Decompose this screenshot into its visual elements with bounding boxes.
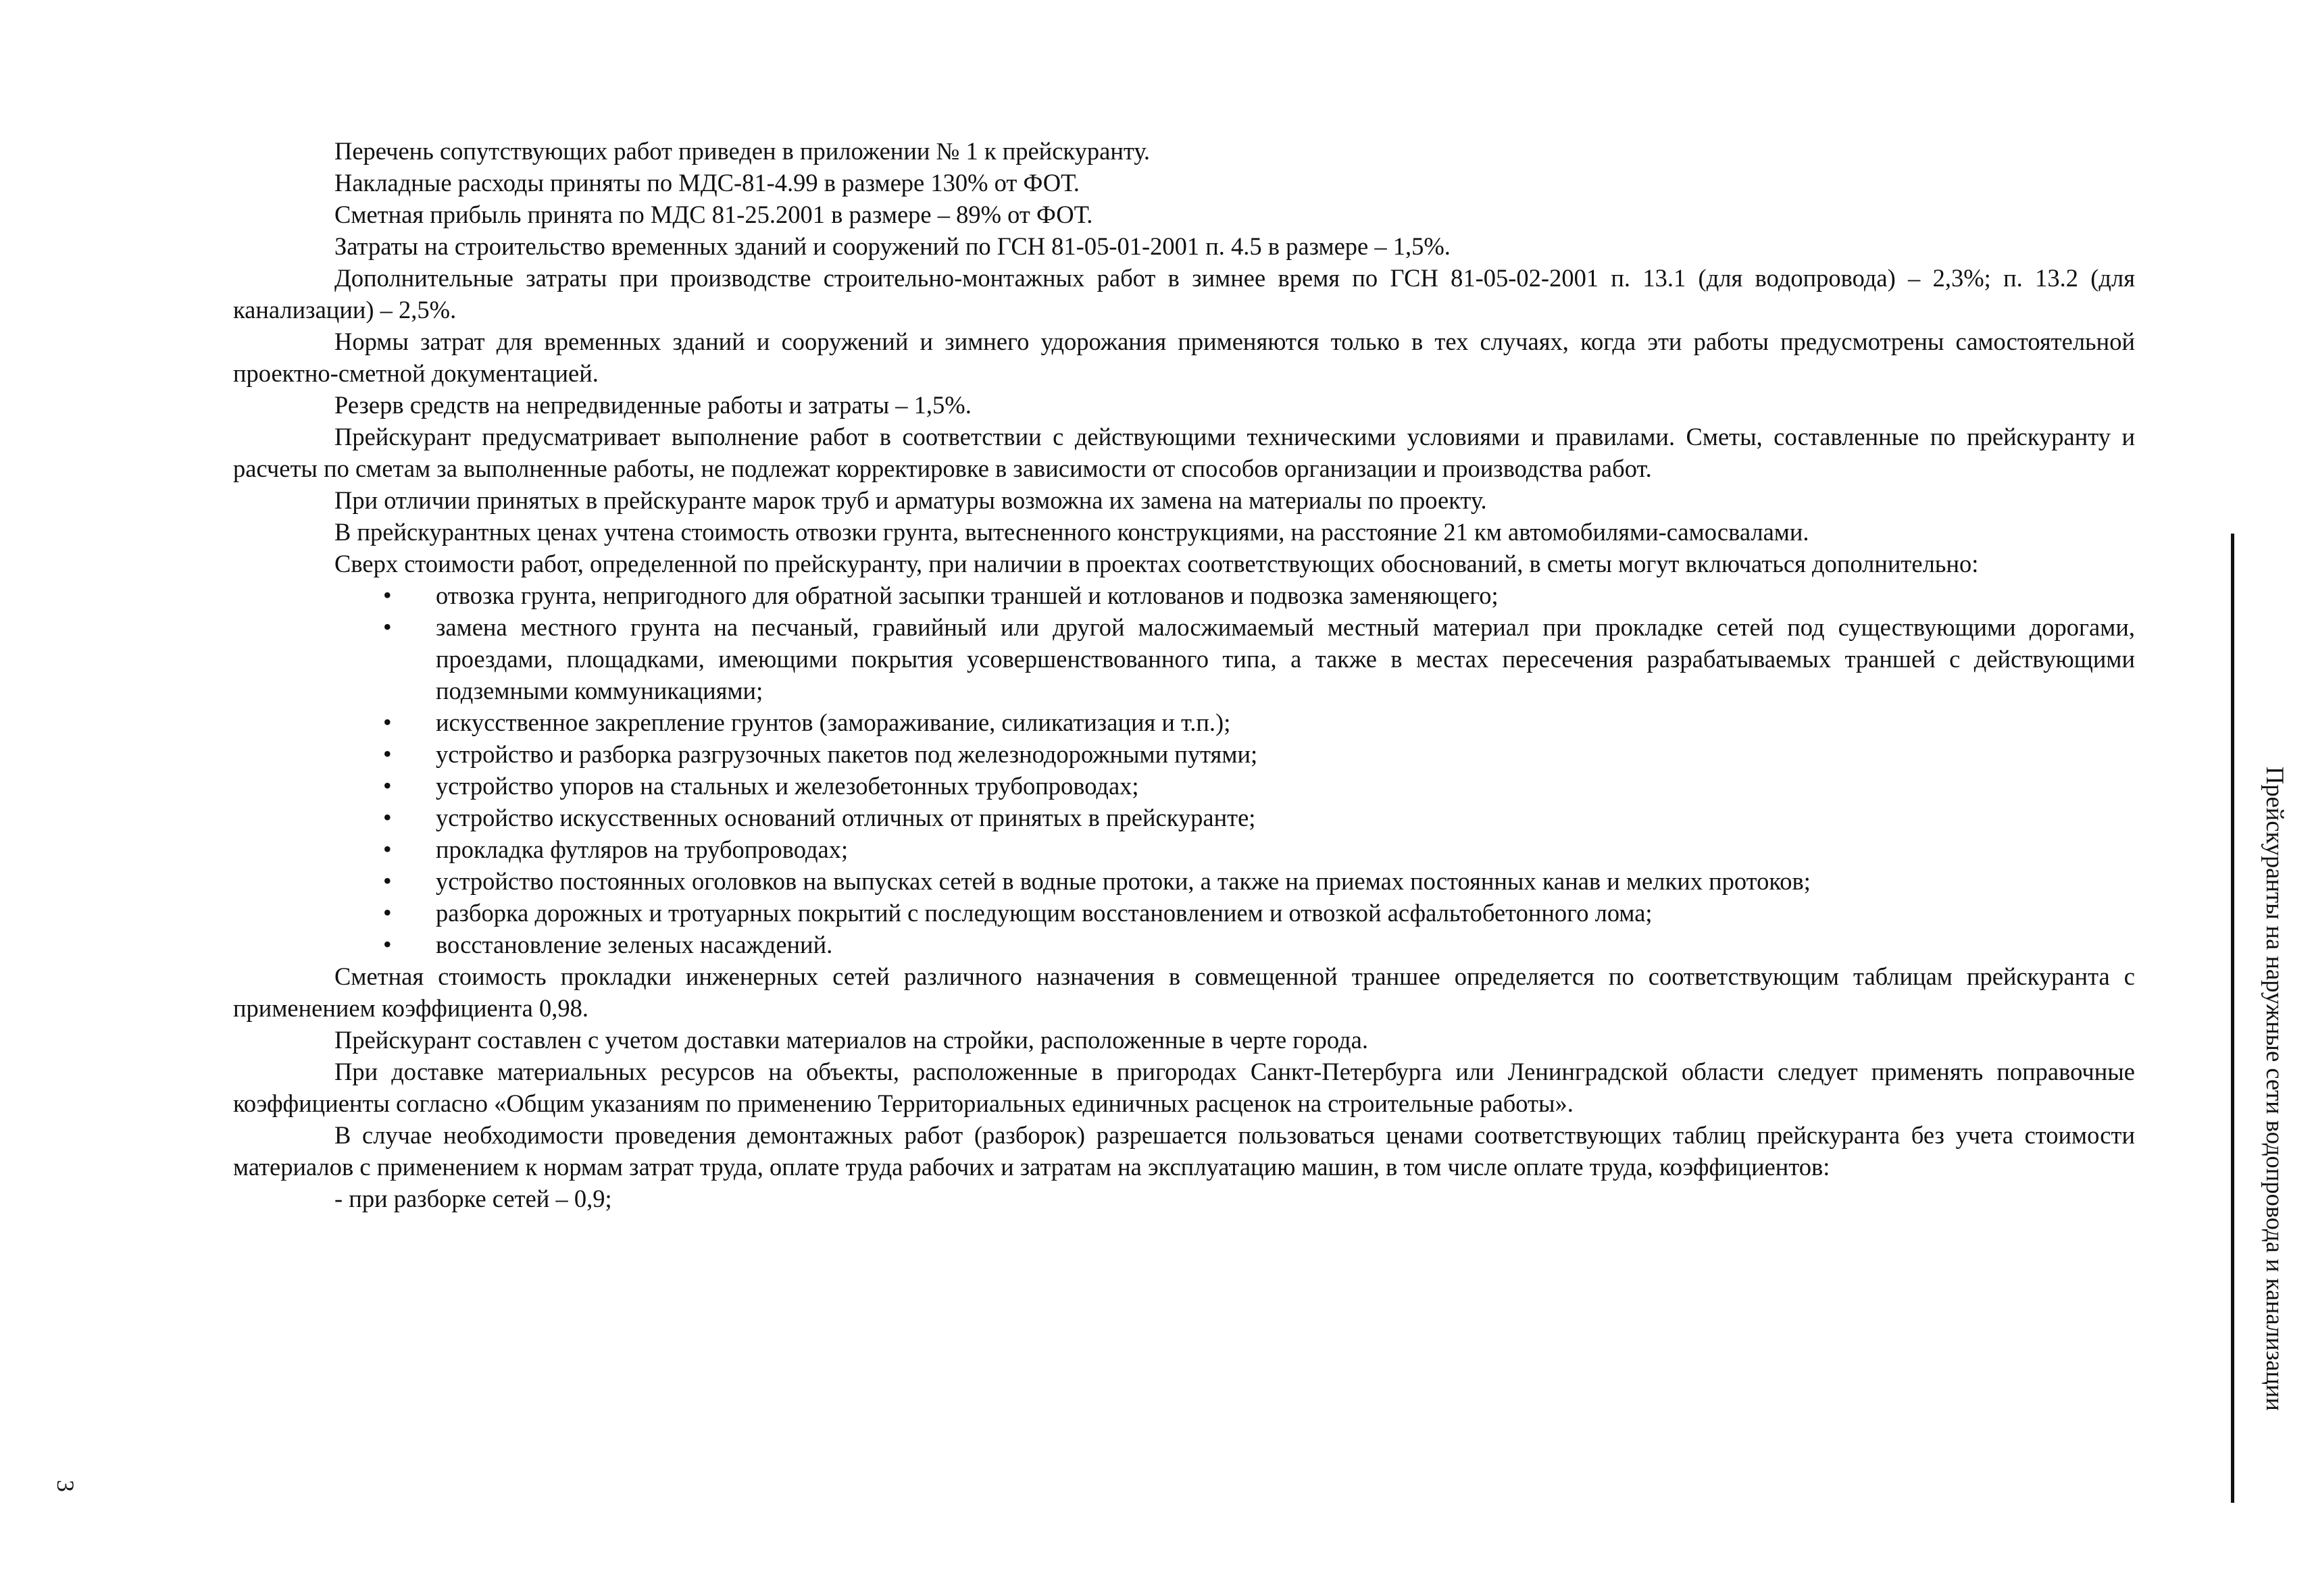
paragraph: - при разборке сетей – 0,9; bbox=[334, 1185, 612, 1212]
paragraph: Сметная прибыль принята по МДС 81-25.2001 в размере – 89% от ФОТ. bbox=[334, 201, 1093, 228]
list-item-text: разборка дорожных и тротуарных покрытий с последующим восстановлением и отвозкой асфальтобетонного лома; bbox=[436, 899, 1653, 927]
additional-works-list bbox=[233, 580, 2135, 960]
list-item-text: искусственное закрепление грунтов (замораживание, силикатизация и т.п.); bbox=[436, 709, 1231, 736]
running-title: Прейскуранты на наружные сети водопровода и канализации bbox=[2261, 767, 2289, 1411]
paragraph: Накладные расходы приняты по МДС-81-4.99 в размере 130% от ФОТ. bbox=[334, 169, 1080, 197]
paragraph: Сверх стоимости работ, определенной по прейскуранту, при наличии в проектах соответствующих обоснований, в сметы могут включаться дополнительно: bbox=[334, 550, 1979, 577]
paragraph: Перечень сопутствующих работ приведен в приложении № 1 к прейскуранту. bbox=[334, 137, 1151, 165]
list-item bbox=[383, 738, 2135, 770]
paragraph: Прейскурант предусматривает выполнение работ в соответствии с действующими техническими условиями и правилами. Сметы, составленные по прейскуранту и расчеты по сметам за выполненные работы, не подлежат корректировке в зависимости от способов организации и производства работ. bbox=[233, 423, 2135, 482]
bullet-icon: • bbox=[383, 804, 392, 831]
bullet-icon: • bbox=[383, 835, 392, 863]
list-item bbox=[383, 833, 2135, 865]
bullet-icon: • bbox=[383, 709, 392, 736]
list-item-text: устройство упоров на стальных и железобетонных трубопроводах; bbox=[436, 772, 1139, 800]
page-number: 3 bbox=[52, 1480, 79, 1492]
list-item bbox=[383, 706, 2135, 738]
list-item-text: отвозка грунта, непригодного для обратной засыпки траншей и котлованов и подвозка заменяющего; bbox=[436, 582, 1499, 609]
document-body bbox=[233, 135, 2135, 1214]
bullet-icon: • bbox=[383, 582, 392, 609]
bullet-icon: • bbox=[383, 899, 392, 926]
paragraph: Дополнительные затраты при производстве строительно-монтажных работ в зимнее время по ГСН 81-05-02-2001 п. 13.1 (для водопровода) – 2,3%; п. 13.2 (для канализации) – 2,5%. bbox=[233, 264, 2135, 324]
paragraph: Затраты на строительство временных зданий и сооружений по ГСН 81-05-01-2001 п. 4.5 в размере – 1,5%. bbox=[334, 232, 1451, 260]
list-item bbox=[383, 611, 2135, 706]
list-item bbox=[383, 802, 2135, 833]
paragraph: Прейскурант составлен с учетом доставки материалов на стройки, расположенные в черте города. bbox=[334, 1026, 1368, 1054]
list-item-text: устройство искусственных оснований отличных от принятых в прейскуранте; bbox=[436, 804, 1256, 831]
bullet-icon: • bbox=[383, 613, 392, 640]
paragraph: Резерв средств на непредвиденные работы и затраты – 1,5%. bbox=[334, 391, 972, 419]
list-item bbox=[383, 929, 2135, 960]
paragraph: Нормы затрат для временных зданий и сооружений и зимнего удорожания применяются только в тех случаях, когда эти работы предусмотрены самостоятельной проектно-сметной документацией. bbox=[233, 328, 2135, 387]
list-item bbox=[383, 770, 2135, 802]
margin-rule bbox=[2231, 534, 2234, 1503]
bullet-icon: • bbox=[383, 867, 392, 894]
paragraph: В случае необходимости проведения демонтажных работ (разборок) разрешается пользоваться ценами соответствующих таблиц прейскуранта без учета стоимости материалов с применением к нормам затрат труда, оплате труда рабочих и затратам на эксплуатацию машин, в том числе оплате труда, коэффициентов: bbox=[233, 1121, 2135, 1181]
list-item-text: восстановление зеленых насаждений. bbox=[436, 931, 833, 958]
list-item-text: замена местного грунта на песчаный, гравийный или другой малосжимаемый местный материал при прокладке сетей под существующими дорогами, проездами, площадками, имеющими покрытия усовершенствованного типа, а также в местах пересечения разрабатываемых траншей с действующими подземными коммуникациями; bbox=[436, 613, 2135, 704]
paragraph: В прейскурантных ценах учтена стоимость отвозки грунта, вытесненного конструкциями, на расстояние 21 км автомобилями-самосвалами. bbox=[334, 518, 1809, 546]
list-item-text: прокладка футляров на трубопроводах; bbox=[436, 835, 849, 863]
paragraph: При доставке материальных ресурсов на объекты, расположенные в пригородах Санкт-Петербурга или Ленинградской области следует применять поправочные коэффициенты согласно «Общим указаниям по применению Территориальных единичных расценок на строительные работы». bbox=[233, 1058, 2135, 1117]
paragraph: Сметная стоимость прокладки инженерных сетей различного назначения в совмещенной траншее определяется по соответствующим таблицам прейскуранта с применением коэффициента 0,98. bbox=[233, 962, 2135, 1022]
bullet-icon: • bbox=[383, 740, 392, 767]
bullet-icon: • bbox=[383, 931, 392, 958]
list-item-text: устройство постоянных оголовков на выпусках сетей в водные протоки, а также на приемах постоянных канав и мелких протоков; bbox=[436, 867, 1811, 895]
list-item-text: устройство и разборка разгрузочных пакетов под железнодорожными путями; bbox=[436, 740, 1258, 768]
paragraph: При отличии принятых в прейскуранте марок труб и арматуры возможна их замена на материалы по проекту. bbox=[334, 486, 1487, 514]
list-item bbox=[383, 897, 2135, 929]
bullet-icon: • bbox=[383, 772, 392, 799]
list-item bbox=[383, 865, 2135, 897]
list-item bbox=[383, 580, 2135, 611]
